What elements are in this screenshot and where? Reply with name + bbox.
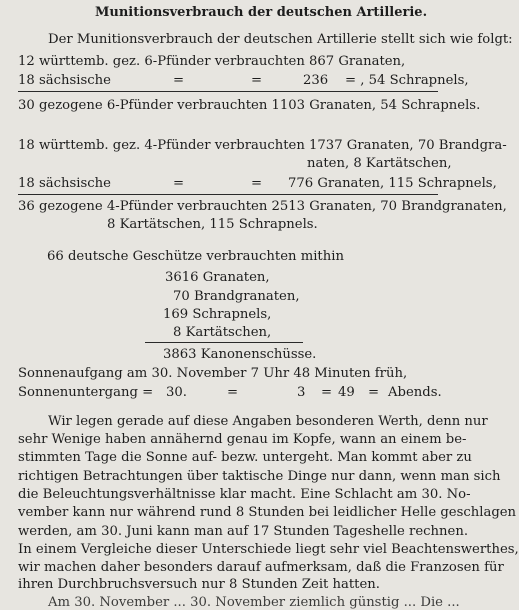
row-wuerttemberg-4pf-cont: naten, 8 Kartätschen, <box>307 156 452 171</box>
row-saxon-4pf-value: 776 Granaten, 115 Schrapnels, <box>288 176 497 191</box>
summary-row: 169 Schrapnels, <box>163 307 272 322</box>
total-4pf-line2: 8 Kartätschen, 115 Schrapnels. <box>107 217 318 232</box>
paragraph-line: sehr Wenige haben annähernd genau im Kopfe, wann an einem be- <box>18 432 467 447</box>
sum-rule <box>18 91 438 92</box>
ditto-mark: = <box>368 385 380 400</box>
row-wuerttemberg-6pf: 12 württemb. gez. 6-Pfünder verbrauchten 867 Granaten, <box>18 54 406 69</box>
ditto-mark: = <box>173 176 185 191</box>
summary-total: 3863 Kanonenschüsse. <box>163 347 317 362</box>
section-heading: Munitionsverbrauch der deutschen Artillerie. <box>95 5 428 20</box>
row-saxon-6pf-rest: = , 54 Schrapnels, <box>345 73 469 88</box>
summary-intro: 66 deutsche Geschütze verbrauchten mithin <box>47 249 344 264</box>
paragraph-line: stimmten Tage die Sonne auf- bezw. untergeht. Man kommt aber zu <box>18 450 472 465</box>
summary-row: 3616 Granaten, <box>165 270 270 285</box>
sum-rule <box>145 342 303 343</box>
paragraph-line: die Beleuchtungsverhältnisse klar macht. Eine Schlacht am 30. No- <box>18 487 471 502</box>
sunset-evening: Abends. <box>388 385 442 400</box>
total-4pf-line1: 36 gezogene 4-Pfünder verbrauchten 2513 Granaten, 70 Brandgranaten, <box>18 199 507 214</box>
ditto-mark: = <box>321 385 333 400</box>
summary-row: 8 Kartätschen, <box>173 325 272 340</box>
cutoff-line: Am 30. November ... 30. November ziemlich günstig ... Die ... <box>48 595 460 610</box>
sunset-day: 30. <box>166 385 187 400</box>
paragraph-line: ihren Durchbruchsversuch nur 8 Stunden Zeit hatten. <box>18 577 380 592</box>
ditto-mark: = <box>173 73 185 88</box>
sunrise-line: Sonnenaufgang am 30. November 7 Uhr 48 Minuten früh, <box>18 366 408 381</box>
sunset-minutes: 49 <box>338 385 355 400</box>
summary-row: 70 Brandgranaten, <box>173 289 300 304</box>
sunset-label: Sonnenuntergang = <box>18 385 154 400</box>
sum-rule <box>18 194 438 195</box>
paragraph-line: In einem Vergleiche dieser Unterschiede liegt sehr viel Beachtenswerthes, <box>18 542 519 557</box>
ditto-mark: = <box>227 385 239 400</box>
row-saxon-6pf-label: 18 sächsische <box>18 73 111 88</box>
paragraph-line: vember kann nur während rund 8 Stunden bei leidlicher Helle geschlagen <box>18 505 517 520</box>
row-wuerttemberg-4pf: 18 württemb. gez. 4-Pfünder verbrauchten 1737 Granaten, 70 Brandgra- <box>18 138 507 153</box>
row-saxon-4pf-label: 18 sächsische <box>18 176 111 191</box>
ditto-mark: = <box>251 176 263 191</box>
sunset-hour: 3 <box>297 385 306 400</box>
paragraph-line: wir machen daher besonders darauf aufmerksam, daß die Franzosen für <box>18 560 504 575</box>
paragraph-line: werden, am 30. Juni kann man auf 17 Stunden Tageshelle rechnen. <box>18 524 469 539</box>
row-saxon-6pf-value: 236 <box>303 73 329 88</box>
total-6pf: 30 gezogene 6-Pfünder verbrauchten 1103 Granaten, 54 Schrapnels. <box>18 98 481 113</box>
ditto-mark: = <box>251 73 263 88</box>
paragraph-line: Wir legen gerade auf diese Angaben besonderen Werth, denn nur <box>48 414 488 429</box>
intro-line: Der Munitionsverbrauch der deutschen Artillerie stellt sich wie folgt: <box>48 32 513 47</box>
paragraph-line: richtigen Betrachtungen über taktische Dinge nur dann, wenn man sich <box>18 469 501 484</box>
